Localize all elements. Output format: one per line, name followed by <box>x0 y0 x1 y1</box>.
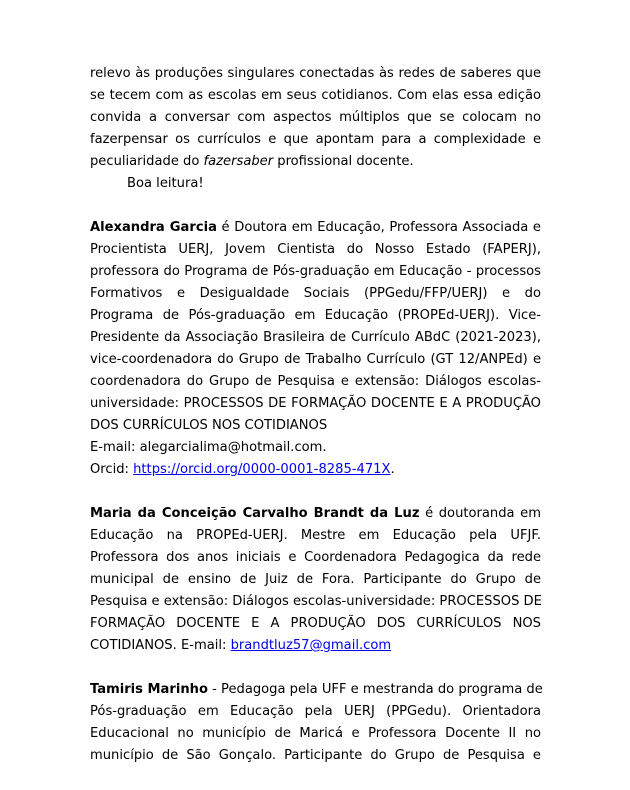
paragraph-gap <box>90 657 541 679</box>
paragraph-gap <box>90 195 541 217</box>
paragraph-gap <box>90 481 541 503</box>
intro-paragraph <box>90 63 541 195</box>
bio-alexandra-garcia <box>90 217 541 481</box>
closing-line: Boa leitura! <box>127 176 204 191</box>
text-line <box>90 679 541 701</box>
text-line: convida a conversar com aspectos múltiplos que se colocam no <box>90 110 541 125</box>
text-line <box>90 151 541 173</box>
orcid-line <box>90 459 541 481</box>
text-line: municipal de ensino de Juiz de Fora. Participante do Grupo de <box>90 572 541 587</box>
text-line: Professora dos anos iniciais e Coordenadora Pedagogica da rede <box>90 550 541 565</box>
text-segment: é doutoranda em <box>419 506 541 521</box>
text-line: FORMAÇÃO DOCENTE E A PRODUÇÃO DOS CURRÍCULOS NOS <box>90 616 541 631</box>
text-line: Formativos e Desigualdade Sociais (PPGedu/FFP/UERJ) e do <box>90 286 541 301</box>
orcid-link[interactable]: https://orcid.org/0000-0001-8285-471X <box>133 462 391 477</box>
text-line: Educação na PROPEd-UERJ. Mestre em Educação pela UFJF. <box>90 528 541 543</box>
text-line <box>90 635 541 657</box>
text-segment: profissional docente. <box>273 154 414 169</box>
text-segment: . <box>390 462 395 477</box>
author-name: Maria da Conceição Carvalho Brandt da Luz <box>90 506 420 521</box>
email-line: E-mail: alegarcialima@hotmail.com. <box>90 440 327 455</box>
text-line: Educacional no município de Maricá e Professora Docente II no <box>90 726 541 741</box>
author-name: Alexandra Garcia <box>90 220 217 235</box>
text-segment: COTIDIANOS. E-mail: <box>90 638 231 653</box>
text-line: fazerpensar os currículos e que apontam para a complexidade e <box>90 132 541 147</box>
text-line: Pesquisa e extensão: Diálogos escolas-universidade: PROCESSOS DE <box>90 594 542 609</box>
text-segment: é Doutora em Educação, Professora Associada e <box>216 220 541 235</box>
text-segment: - Pedagoga pela UFF e mestranda do programa de <box>207 682 543 697</box>
author-name: Tamiris Marinho <box>90 682 208 697</box>
text-line: município de São Gonçalo. Participante do Grupo de Pesquisa e <box>90 748 541 763</box>
orcid-label: Orcid: <box>90 462 134 477</box>
text-line: Presidente da Associação Brasileira de Currículo ABdC (2021-2023), <box>90 330 541 345</box>
text-line: Programa de Pós-graduação em Educação (PROPEd-UERJ). Vice- <box>90 308 541 323</box>
email-link[interactable]: brandtluz57@gmail.com <box>230 638 392 653</box>
document-page <box>90 63 541 767</box>
text-segment: peculiaridade do <box>90 154 204 169</box>
text-line: professora do Programa de Pós-graduação em Educação - processos <box>90 264 541 279</box>
bio-tamiris-marinho <box>90 679 541 767</box>
bio-maria-luz <box>90 503 541 657</box>
text-line: relevo às produções singulares conectadas às redes de saberes que <box>90 66 541 81</box>
text-line: Pós-graduação em Educação pela UERJ (PPGedu). Orientadora <box>90 704 541 719</box>
italic-term: fazersaber <box>203 154 274 169</box>
text-line <box>90 503 541 525</box>
text-line: universidade: PROCESSOS DE FORMAÇÃO DOCENTE E A PRODUÇÃO <box>90 396 541 411</box>
text-line: DOS CURRÍCULOS NOS COTIDIANOS <box>90 418 328 433</box>
text-line <box>90 217 541 239</box>
text-line: se tecem com as escolas em seus cotidianos. Com elas essa edição <box>90 88 541 103</box>
text-line: vice-coordenadora do Grupo de Trabalho Currículo (GT 12/ANPEd) e <box>90 352 541 367</box>
text-line: coordenadora do Grupo de Pesquisa e extensão: Diálogos escolas- <box>90 374 541 389</box>
text-line: Procientista UERJ, Jovem Cientista do Nosso Estado (FAPERJ), <box>90 242 541 257</box>
